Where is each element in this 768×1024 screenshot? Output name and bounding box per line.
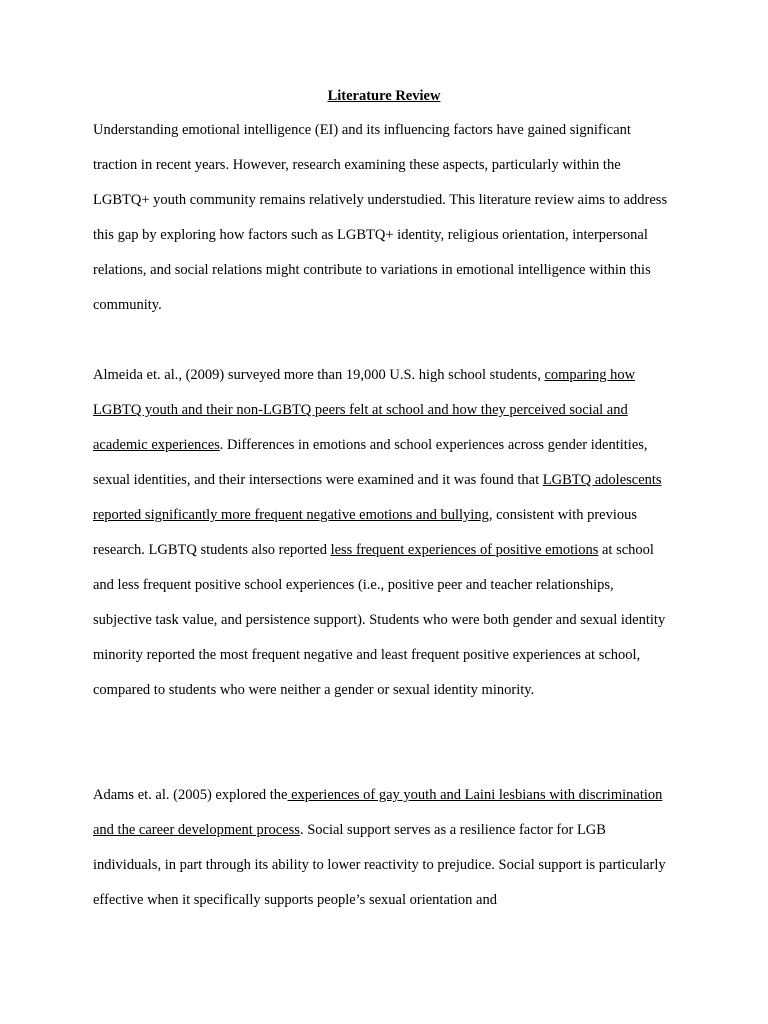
underlined-text: comparing how LGBTQ youth and their non-LGBTQ peers felt at school and how they perceived social and academic experiences bbox=[93, 367, 636, 453]
paragraph-text: at school and less frequent positive school experiences (i.e., positive peer and teacher relationships, subjective task value, and persistence support). Students who were both gender and sexual identity minority reported the most frequent negative and least frequent positive experiences at school, compared to students who were neither a gender or sexual identity minority. bbox=[93, 542, 666, 698]
paragraph-almeida bbox=[93, 358, 675, 708]
paragraph-intro bbox=[93, 113, 675, 323]
paragraph-adams bbox=[93, 778, 675, 918]
page-title: Literature Review bbox=[327, 88, 441, 104]
paragraph-text: . Differences in emotions and school experiences across gender identities, sexual identities, and their intersections were examined and it was found that bbox=[93, 437, 648, 488]
underlined-text: less frequent experiences of positive emotions bbox=[330, 542, 599, 558]
underlined-text: experiences of gay youth and Laini lesbians with discrimination and the career development process bbox=[93, 787, 663, 838]
paragraph-text: Understanding emotional intelligence (EI) and its influencing factors have gained significant traction in recent years. However, research examining these aspects, particularly within the LGBTQ+ youth community remains relatively understudied. This literature review aims to address this gap by exploring how factors such as LGBTQ+ identity, religious orientation, interpersonal relations, and social relations might contribute to variations in emotional intelligence within this community. bbox=[93, 122, 668, 313]
paragraph-text: Adams et. al. (2005) explored the bbox=[93, 787, 288, 803]
underlined-text: LGBTQ adolescents reported significantly more frequent negative emotions and bullying bbox=[93, 472, 662, 523]
paragraph-text: . Social support serves as a resilience factor for LGB individuals, in part through its ability to lower reactivity to prejudice. Social support is particularly effective when it specifically supports people’s sexual orientation and bbox=[93, 822, 666, 908]
paragraph-text: , consistent with previous research. LGBTQ students also reported bbox=[93, 507, 638, 558]
paragraph-text: Almeida et. al., (2009) surveyed more than 19,000 U.S. high school students, bbox=[93, 367, 545, 383]
